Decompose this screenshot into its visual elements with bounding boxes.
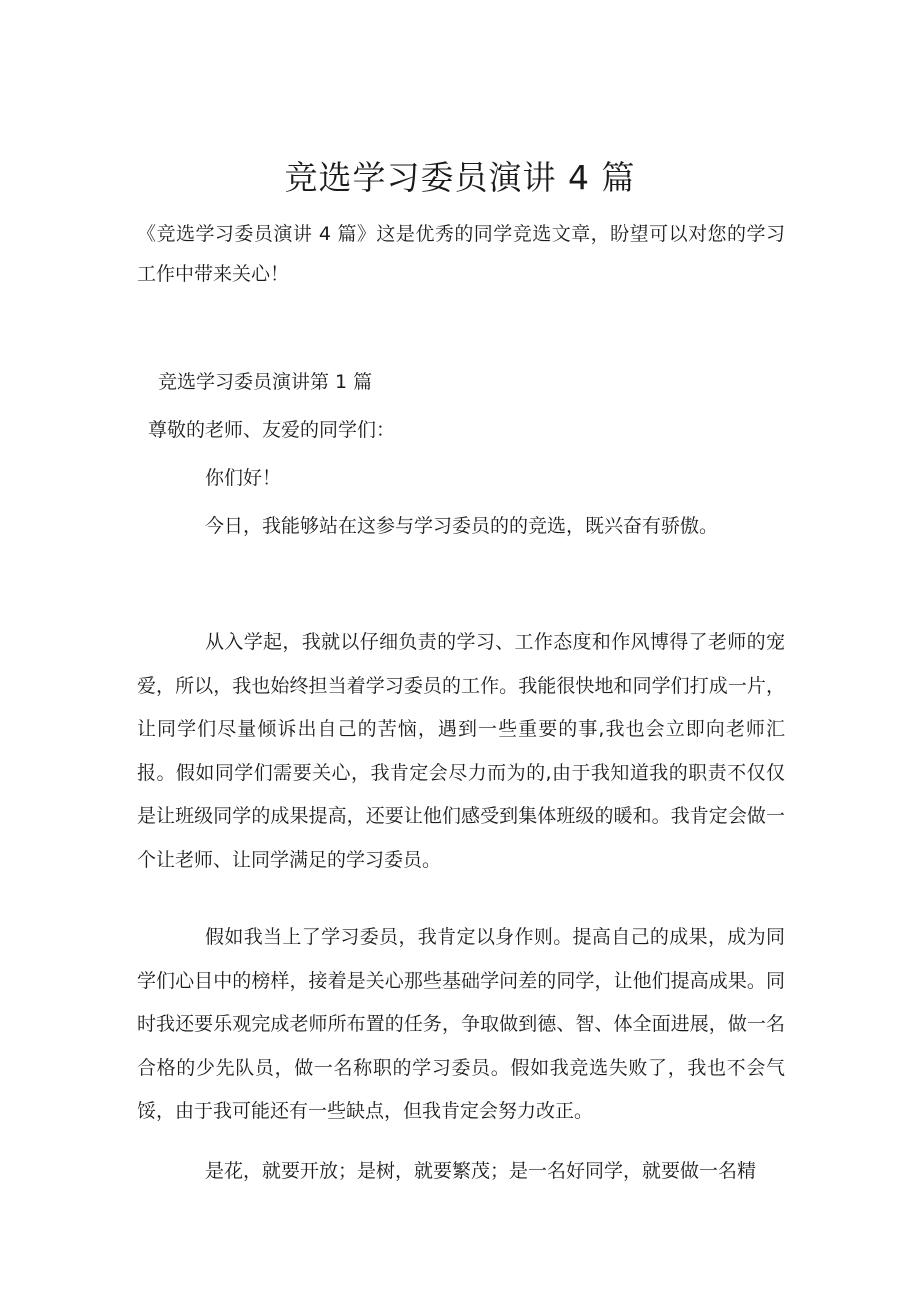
body-paragraph-2: 假如我当上了学习委员，我肯定以身作则。提高自己的成果，成为同学们心目中的榜样，接着是关心那些基础学问差的同学，让他们提高成果。同时我还要乐观完成老师所布置的任务，争取做到德、智、体全面进展，做一名合格的少先队员，做一名称职的学习委员。假如我竞选失败了，我也不会气馁，由于我可能还有一些缺点，但我肯定会努力改正。: [137, 926, 785, 1122]
opening-line: 今日，我能够站在这参与学习委员的的竞选，既兴奋有骄傲。: [205, 515, 719, 537]
body-paragraph-3: 是花，就要开放；是树，就要繁茂；是一名好同学，就要做一名精: [205, 1160, 757, 1182]
salutation: 尊敬的老师、友爱的同学们：: [148, 419, 396, 441]
section-heading: 竞选学习委员演讲第 1 篇: [158, 371, 373, 393]
intro-paragraph: 《竞选学习委员演讲 4 篇》这是优秀的同学竞选文章，盼望可以对您的学习工作中带来关心！: [137, 223, 785, 285]
body-paragraph-1: 从入学起，我就以仔细负责的学习、工作态度和作风博得了老师的宠爱，所以，我也始终担当着学习委员的工作。我能很快地和同学们打成一片，让同学们尽量倾诉出自己的苦恼，遇到一些重要的事,我也会立即向老师汇报。假如同学们需要关心，我肯定会尽力而为的,由于我知道我的职责不仅仅是让班级同学的成果提高，还要让他们感受到集体班级的暖和。我肯定会做一个让老师、让同学满足的学习委员。: [137, 631, 785, 871]
hello-line: 你们好！: [205, 467, 282, 489]
document-title: 竞选学习委员演讲 4 篇: [284, 158, 636, 198]
